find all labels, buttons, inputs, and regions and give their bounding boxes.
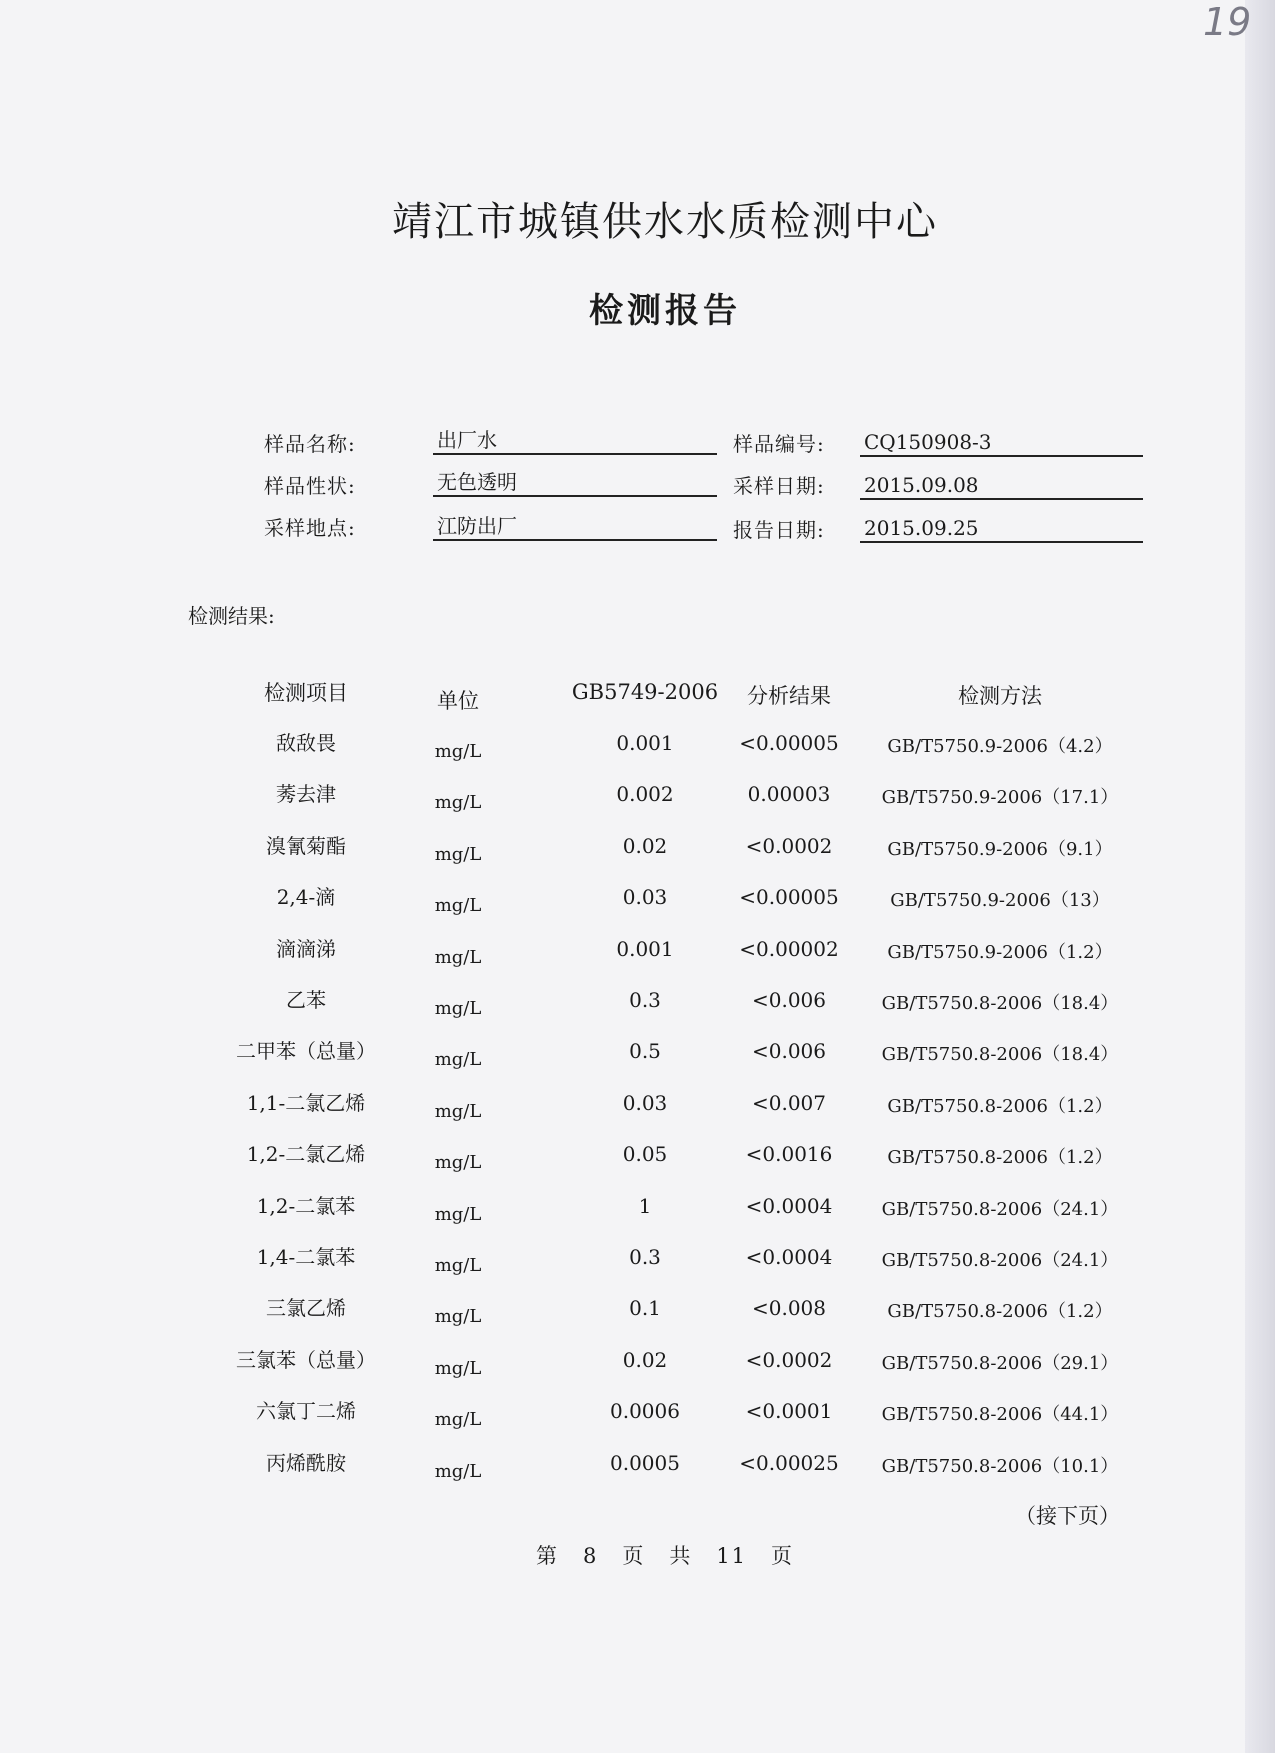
cell-unit: mg/L	[434, 1203, 482, 1225]
cell-unit: mg/L	[434, 1357, 482, 1379]
cell-standard: 0.3	[629, 988, 661, 1012]
sampling-date-value: 2015.09.08	[860, 470, 1143, 500]
sampling-site-value: 江防出厂	[433, 511, 717, 541]
cell-item: 三氯苯（总量）	[236, 1347, 376, 1372]
cell-unit: mg/L	[434, 998, 482, 1019]
footer-suffix: 页	[771, 1544, 795, 1568]
footer-total-pages: 11	[716, 1544, 748, 1568]
report-date-label: 报告日期:	[733, 518, 825, 542]
cell-method: GB/T5750.8-2006（1.2）	[887, 1301, 1113, 1323]
cell-item: 1,2-二氯苯	[256, 1193, 356, 1218]
cell-result: <0.0001	[745, 1399, 833, 1424]
cell-item: 溴氰菊酯	[266, 833, 346, 858]
footer-prefix: 第	[535, 1544, 559, 1568]
cell-standard: 0.05	[622, 1142, 668, 1167]
cell-unit: mg/L	[434, 843, 482, 865]
cell-standard: 0.03	[622, 1090, 668, 1115]
cell-item: 1,1-二氯乙烯	[246, 1090, 366, 1115]
header-method: 检测方法	[958, 684, 1042, 708]
cell-method: GB/T5750.9-2006（17.1）	[881, 787, 1119, 809]
cell-method: GB/T5750.9-2006（4.2）	[887, 736, 1113, 757]
cell-result: <0.006	[751, 988, 826, 1012]
header-item: 检测项目	[264, 681, 348, 705]
cell-standard: 0.5	[629, 1039, 661, 1064]
cell-standard: 0.1	[629, 1296, 661, 1321]
page-edge	[1245, 0, 1275, 1753]
cell-method: GB/T5750.8-2006（29.1）	[881, 1352, 1119, 1374]
header-unit: 单位	[437, 689, 479, 713]
cell-result: <0.008	[751, 1296, 826, 1321]
cell-unit: mg/L	[434, 1460, 482, 1482]
cell-standard: 0.3	[629, 1245, 661, 1269]
report-title: 检测报告	[589, 291, 741, 331]
cell-method: GB/T5750.8-2006（1.2）	[887, 1147, 1113, 1169]
cell-result: <0.00005	[739, 885, 839, 910]
sample-state-label: 样品性状:	[264, 474, 356, 498]
cell-unit: mg/L	[434, 1255, 482, 1276]
cell-method: GB/T5750.9-2006（1.2）	[887, 941, 1113, 963]
cell-unit: mg/L	[434, 1409, 482, 1431]
cell-standard: 0.001	[616, 731, 674, 755]
cell-method: GB/T5750.8-2006（1.2）	[887, 1095, 1113, 1117]
cell-unit: mg/L	[434, 946, 482, 968]
continued-note: （接下页）	[1015, 1504, 1120, 1528]
cell-unit: mg/L	[434, 1152, 482, 1174]
cell-item: 二甲苯（总量）	[236, 1039, 376, 1064]
cell-method: GB/T5750.8-2006（10.1）	[881, 1455, 1119, 1477]
cell-unit: mg/L	[434, 895, 482, 917]
cell-unit: mg/L	[434, 1049, 482, 1071]
sampling-date-label: 采样日期:	[733, 474, 825, 498]
cell-result: <0.00005	[739, 731, 839, 755]
cell-standard: 0.0006	[610, 1399, 680, 1424]
cell-item: 六氯丁二烯	[256, 1399, 356, 1424]
cell-method: GB/T5750.8-2006（24.1）	[881, 1198, 1119, 1220]
sample-name-label: 样品名称:	[264, 432, 356, 456]
organization-title: 靖江市城镇供水水质检测中心	[392, 199, 938, 245]
cell-item: 1,2-二氯乙烯	[246, 1142, 366, 1167]
page-footer	[0, 1540, 1275, 1570]
cell-result: <0.0002	[745, 833, 833, 858]
cell-method: GB/T5750.9-2006（9.1）	[887, 838, 1113, 860]
report-date-value: 2015.09.25	[860, 513, 1143, 543]
footer-total-prefix: 共	[669, 1544, 693, 1568]
handwritten-page-mark: 19	[1203, 0, 1252, 44]
footer-page-word: 页	[622, 1544, 646, 1568]
cell-standard: 0.02	[622, 1347, 668, 1372]
cell-item: 1,4-二氯苯	[256, 1245, 356, 1269]
cell-method: GB/T5750.8-2006（18.4）	[881, 993, 1119, 1014]
cell-result: <0.006	[751, 1039, 826, 1064]
cell-item: 滴滴涕	[276, 936, 336, 961]
footer-current-page: 8	[582, 1544, 599, 1568]
cell-method: GB/T5750.9-2006（13）	[890, 890, 1110, 912]
cell-result: <0.0016	[745, 1142, 833, 1167]
cell-standard: 0.0005	[610, 1450, 680, 1475]
cell-unit: mg/L	[434, 741, 482, 762]
cell-standard: 0.002	[616, 782, 674, 807]
cell-unit: mg/L	[434, 1100, 482, 1122]
cell-result: <0.00002	[739, 936, 839, 961]
cell-result: <0.00025	[739, 1450, 839, 1475]
cell-method: GB/T5750.8-2006（18.4）	[881, 1044, 1119, 1066]
cell-result: <0.007	[751, 1090, 826, 1115]
cell-unit: mg/L	[434, 1306, 482, 1328]
header-standard: GB5749-2006	[571, 680, 719, 704]
sampling-site-label: 采样地点:	[264, 516, 356, 540]
sample-name-value: 出厂水	[433, 425, 717, 455]
cell-result: <0.0004	[745, 1245, 833, 1269]
cell-item: 莠去津	[276, 782, 336, 807]
cell-item: 三氯乙烯	[266, 1296, 346, 1321]
cell-standard: 0.02	[622, 833, 668, 858]
cell-standard: 0.03	[622, 885, 668, 910]
cell-item: 敌敌畏	[276, 731, 336, 755]
cell-result: <0.0002	[745, 1347, 833, 1372]
header-result: 分析结果	[747, 684, 831, 708]
cell-unit: mg/L	[434, 792, 482, 814]
cell-item: 丙烯酰胺	[266, 1450, 346, 1475]
results-label: 检测结果:	[188, 604, 275, 628]
sample-no-value: CQ150908-3	[860, 427, 1143, 457]
cell-standard: 1	[638, 1193, 652, 1218]
cell-item: 乙苯	[286, 988, 326, 1012]
cell-method: GB/T5750.8-2006（44.1）	[881, 1404, 1119, 1426]
cell-result: 0.00003	[747, 782, 831, 807]
cell-standard: 0.001	[616, 936, 674, 961]
sample-state-value: 无色透明	[433, 467, 717, 497]
cell-item: 2,4-滴	[276, 885, 336, 910]
cell-method: GB/T5750.8-2006（24.1）	[881, 1250, 1119, 1271]
cell-result: <0.0004	[745, 1193, 833, 1218]
sample-no-label: 样品编号:	[733, 432, 825, 456]
